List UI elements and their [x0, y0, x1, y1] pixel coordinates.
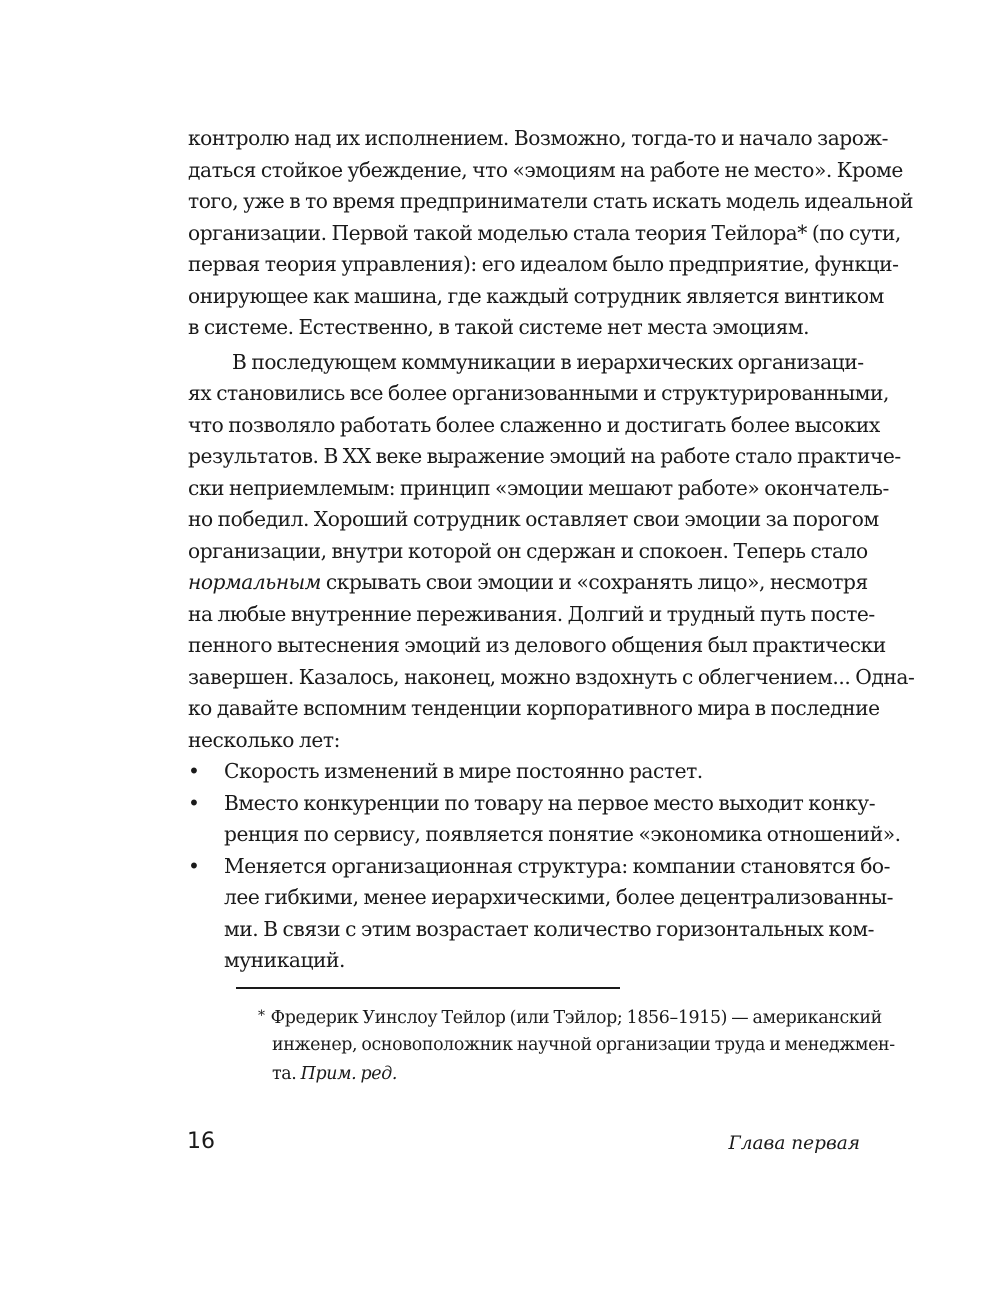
list-item	[188, 851, 891, 883]
text-line: на любые внутренние переживания. Долгий и трудный путь посте-	[188, 601, 875, 626]
text-line: организации, внутри которой он сдержан и спокоен. Теперь стало	[188, 538, 868, 563]
footnote-line: инженер, основоположник научной организации труда и менеджмен-	[272, 1035, 895, 1055]
text-line: результатов. В XX веке выражение эмоций на работе стало практиче-	[188, 444, 901, 468]
running-head: Глава первая	[728, 1133, 860, 1154]
bullet-icon: •	[188, 853, 200, 878]
editor-note: Прим. ред.	[300, 1064, 398, 1084]
text-line: несколько лет:	[188, 727, 340, 752]
list-item-text: муникаций.	[224, 948, 345, 972]
text-line: завершен. Казалось, наконец, можно вздохнуть с облегчением... Одна-	[188, 664, 915, 689]
footnote-line	[258, 1002, 882, 1031]
text-line: ко давайте вспомним тенденции корпоративного мира в последние	[188, 696, 880, 720]
list-item-text: Скорость изменений в мире постоянно растет.	[224, 759, 703, 783]
list-item-text: лее гибкими, менее иерархическими, более децентрализованны-	[224, 885, 894, 909]
list-item	[188, 756, 860, 788]
list-item-text: Меняется организационная структура: компании становятся бо-	[224, 853, 891, 878]
footnote-line	[258, 1060, 860, 1089]
list-item-text: Вместо конкуренции по товару на первое место выходит конку-	[224, 790, 876, 815]
italic-word: нормальным	[188, 570, 321, 594]
list-item-text: ренция по сервису, появляется понятие «экономика отношений».	[224, 822, 901, 846]
bullet-icon: •	[188, 790, 200, 815]
text-line: ски неприемлемым: принцип «эмоции мешают работе» окончатель-	[188, 475, 889, 500]
text-line: организации. Первой такой моделью стала теория Тейлора* (по сути,	[188, 220, 901, 245]
page-number: 16	[187, 1129, 215, 1154]
footnote-text: та.	[272, 1064, 301, 1084]
text-line: в системе. Естественно, в такой системе нет места эмоциям.	[188, 315, 810, 339]
text-line: В последующем коммуникации в иерархических организаци-	[232, 349, 864, 374]
text-line: ях становились все более организованными и структурированными,	[188, 381, 889, 405]
list-item-continuation	[188, 945, 860, 977]
list-item-continuation	[188, 914, 874, 946]
bullet-icon: •	[188, 759, 200, 783]
text-fragment: скрывать свои эмоции и «сохранять лицо», несмотря	[320, 570, 868, 594]
text-line: первая теория управления): его идеалом было предприятие, функци-	[188, 252, 899, 276]
text-line: того, уже в то время предприниматели стать искать модель идеальной	[188, 189, 913, 213]
text-line-with-italic	[188, 567, 868, 599]
text-line: даться стойкое убеждение, что «эмоциям на работе не место». Кроме	[188, 157, 903, 182]
list-item-continuation	[188, 882, 894, 914]
text-line: онирующее как машина, где каждый сотрудник является винтиком	[188, 283, 884, 308]
main-text	[188, 123, 915, 977]
footnote-divider	[236, 987, 620, 989]
list-item-continuation	[188, 819, 901, 851]
text-line: что позволяло работать более слаженно и достигать более высоких	[188, 412, 880, 437]
footnote-text: Фредерик Уинслоу Тейлор (или Тэйлор; 1856–1915) — американский	[270, 1008, 882, 1028]
text-line: контролю над их исполнением. Возможно, тогда-то и начало зарож-	[188, 126, 888, 150]
text-line: но победил. Хороший сотрудник оставляет свои эмоции за порогом	[188, 507, 879, 531]
list-item-text: ми. В связи с этим возрастает количество горизонтальных ком-	[224, 916, 874, 941]
text-line: пенного вытеснения эмоций из делового общения был практически	[188, 633, 886, 657]
footnote	[258, 1002, 895, 1089]
list-item	[188, 788, 876, 820]
footnote-mark: *	[258, 1008, 265, 1024]
